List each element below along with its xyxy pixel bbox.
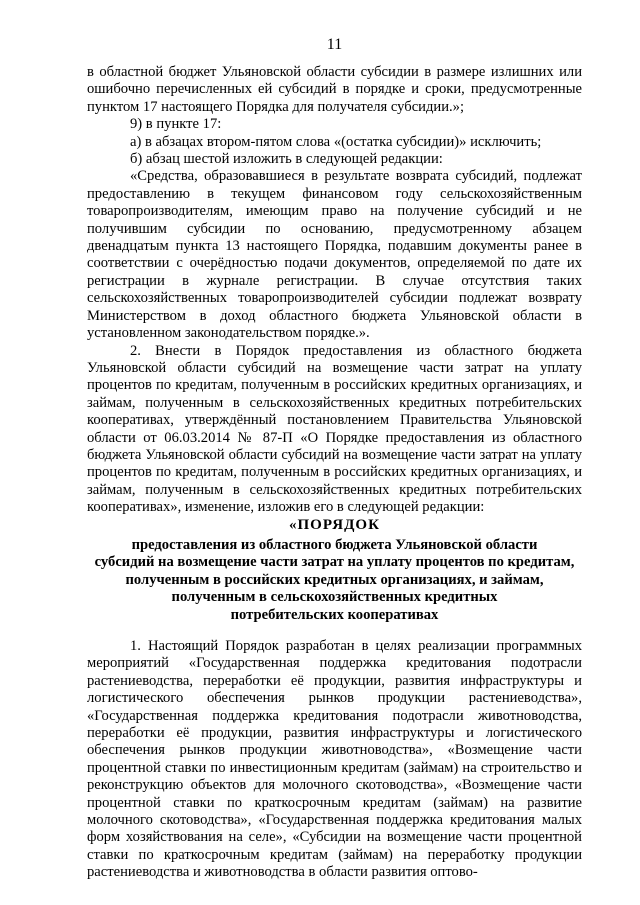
page-number: 11 — [326, 36, 343, 53]
heading-subtitle-line: субсидий на возмещение части затрат на уплату процентов по кредитам, — [94, 554, 575, 571]
document-heading — [87, 517, 582, 624]
heading-subtitle-line: полученным в российских кредитных организациях, и займам, — [125, 571, 544, 588]
paragraph-quoted-text: «Средства, образовавшиеся в результате возврата субсидий, подлежат предоставлению в текущем финансовом году сельскохозяйственным товаропроизводителям, имеющим право на получение субсидий и не получившим субсидии по основанию, предусмотренному абзацем двенадцатым пункта 13 настоящего Порядка, подавшим документы ранее в соответствии с очерёдностью подачи документов, определяемой по дате их регистрации в журнале регистрации. В случае отсутствия таких сельскохозяйственных товаропроизводителей субсидии подлежат возврату Министерством в доход областного бюджета Ульяновской области в установленном законодательством порядке.». — [87, 168, 582, 342]
heading-subtitle-line: потребительских кооперативах — [230, 606, 439, 623]
heading-title: «ПОРЯДОК — [289, 516, 380, 533]
paragraph-item-9: 9) в пункте 17: — [130, 116, 222, 133]
heading-subtitle-line: предоставления из областного бюджета Ульяновской области — [131, 536, 538, 553]
paragraph-subitem-b: б) абзац шестой изложить в следующей редакции: — [130, 151, 443, 168]
paragraph-continuation: в областной бюджет Ульяновской области субсидии в размере излишних или ошибочно перечисленных ей субсидий в порядке и сроки, предусмотренные пунктом 17 настоящего Порядка для получателя субсидии.»; — [87, 64, 582, 115]
paragraph-subitem-a: а) в абзацах втором-пятом слова «(остатка субсидии)» исключить; — [130, 133, 542, 150]
paragraph-item-2: 2. Внести в Порядок предоставления из областного бюджета Ульяновской области субсидий на возмещение части затрат на уплату процентов по кредитам, полученным в российских кредитных организациях, и займам, полученным в сельскохозяйственных кредитных потребительских кооперативах, утверждённый постановлением Правительства Ульяновской области от 06.03.2014 № 87-П «О Порядке предоставления из областного бюджета Ульяновской области субсидий на возмещение части затрат на уплату процентов по кредитам, полученным в российских кредитных организациях, и займам, полученным в сельскохозяйственных кредитных потребительских кооперативах», изменение, изложив его в следующей редакции: — [87, 342, 582, 516]
paragraph-item-1: 1. Настоящий Порядок разработан в целях реализации программных мероприятий «Государственная поддержка кредитования подотрасли растениеводства, переработки её продукции, развития инфраструктуры и логистического обеспечения рынков продукции растениеводства», «Государственная поддержка кредитования подотрасли животноводства, переработки её продукции, развития инфраструктуры и логистического обеспечения рынков продукции животноводства», «Возмещение части процентной ставки по инвестиционным кредитам (займам) на строительство и реконструкцию объектов для молочного скотоводства», «Возмещение части процентной ставки по краткосрочным кредитам (займам) на развитие молочного скотоводства», «Государственная поддержка кредитования малых форм хозяйствования на селе», «Субсидии на возмещение части процентной ставки по краткосрочным кредитам (займам) на переработку продукции растениеводства и животноводства в области развития оптово- — [87, 638, 582, 881]
heading-subtitle-line: полученным в сельскохозяйственных кредитных — [171, 589, 498, 606]
